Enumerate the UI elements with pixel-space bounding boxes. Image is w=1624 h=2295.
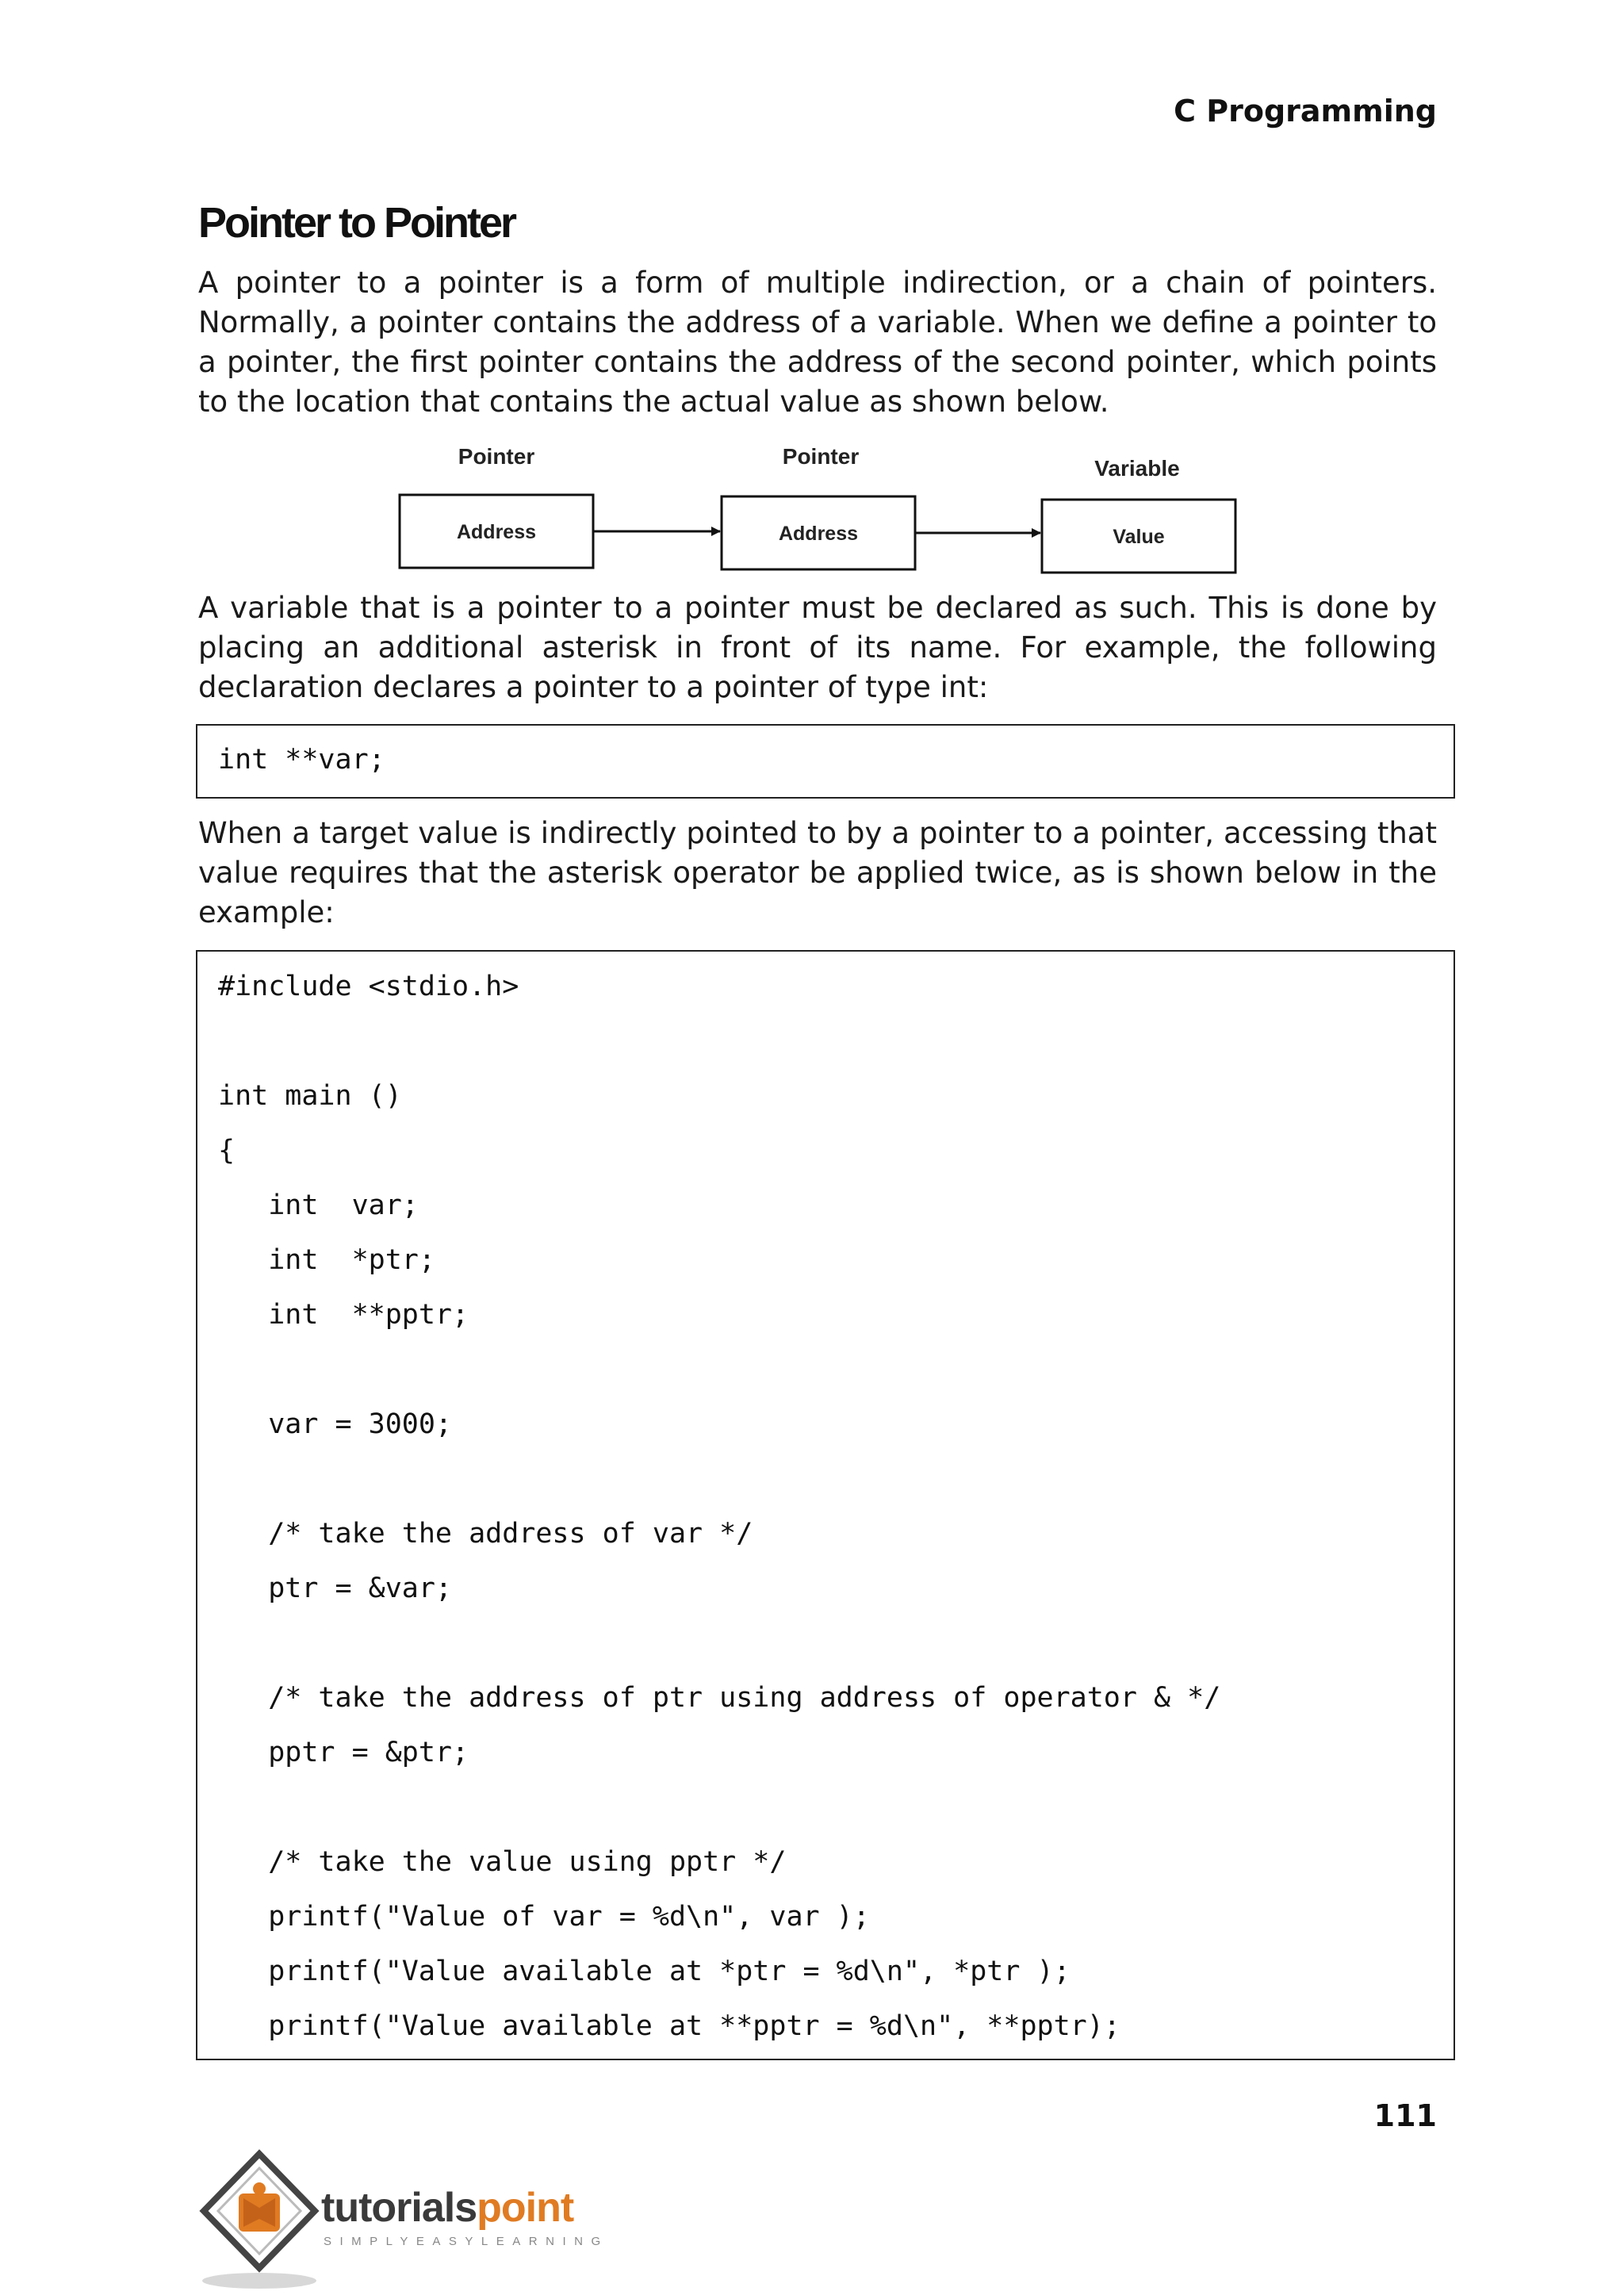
code-line: int var; xyxy=(218,1190,419,1221)
tutorialspoint-logo xyxy=(194,2147,638,2290)
diagram-caption-3: Variable xyxy=(1094,456,1180,481)
code-line: /* take the address of ptr using address of operator & */ xyxy=(218,1682,1221,1714)
running-head: C Programming xyxy=(1174,94,1437,128)
code-line: printf("Value available at *ptr = %d\n", *ptr ); xyxy=(218,1956,1071,1987)
code-line: /* take the value using pptr */ xyxy=(218,1846,787,1878)
code-line: /* take the address of var */ xyxy=(218,1518,753,1550)
declaration-code-box xyxy=(196,724,1455,799)
section-title: Pointer to Pointer xyxy=(198,199,515,247)
page-number: 111 xyxy=(1373,2098,1437,2133)
logo-tagline: SIMPLYEASYLEARNING xyxy=(324,2235,609,2248)
code-line: ptr = &var; xyxy=(218,1573,453,1604)
code-line: printf("Value available at **pptr = %d\n", **pptr); xyxy=(218,2010,1120,2042)
code-line: int *ptr; xyxy=(218,1244,435,1276)
logo-word-tutorials: tutorials xyxy=(321,2185,477,2231)
diagram-caption-2: Pointer xyxy=(782,444,860,469)
code-line: var = 3000; xyxy=(218,1408,453,1440)
logo-diamond-icon xyxy=(194,2147,321,2290)
code-line: { xyxy=(218,1135,236,1167)
diagram-caption-1: Pointer xyxy=(458,444,535,469)
code-line: int **var; xyxy=(218,744,385,776)
logo-wordmark xyxy=(321,2184,573,2232)
code-line: pptr = &ptr; xyxy=(218,1737,469,1768)
code-line: printf("Value of var = %d\n", var ); xyxy=(218,1901,870,1933)
pointer-chain-diagram xyxy=(0,436,1624,579)
example-code-box xyxy=(196,950,1455,2060)
code-line: int main () xyxy=(218,1080,402,1112)
diagram-box-2-label: Address xyxy=(778,523,859,545)
code-line: int **pptr; xyxy=(218,1299,469,1331)
intro-paragraph: A pointer to a pointer is a form of multiple indirection, or a chain of pointers. Normally, a pointer contains the address of a variable. When we define a pointer to a pointer, the first pointer contains the address of the second pointer, which points to the location that contains the actual value as shown below. xyxy=(198,266,1437,419)
code-line: #include <stdio.h> xyxy=(218,971,519,1002)
logo-word-point: point xyxy=(477,2185,574,2231)
declaration-paragraph: A variable that is a pointer to a pointer must be declared as such. This is done by placing an additional asterisk in front of its name. For example, the following declaration declares a pointer to a pointer of type int: xyxy=(198,591,1437,704)
diagram-box-1-label: Address xyxy=(456,521,537,543)
access-paragraph: When a target value is indirectly pointed to by a pointer to a pointer, accessing that value requires that the asterisk operator be applied twice, as is shown below in the example: xyxy=(198,816,1437,929)
diagram-box-3-label: Value xyxy=(1113,526,1165,548)
